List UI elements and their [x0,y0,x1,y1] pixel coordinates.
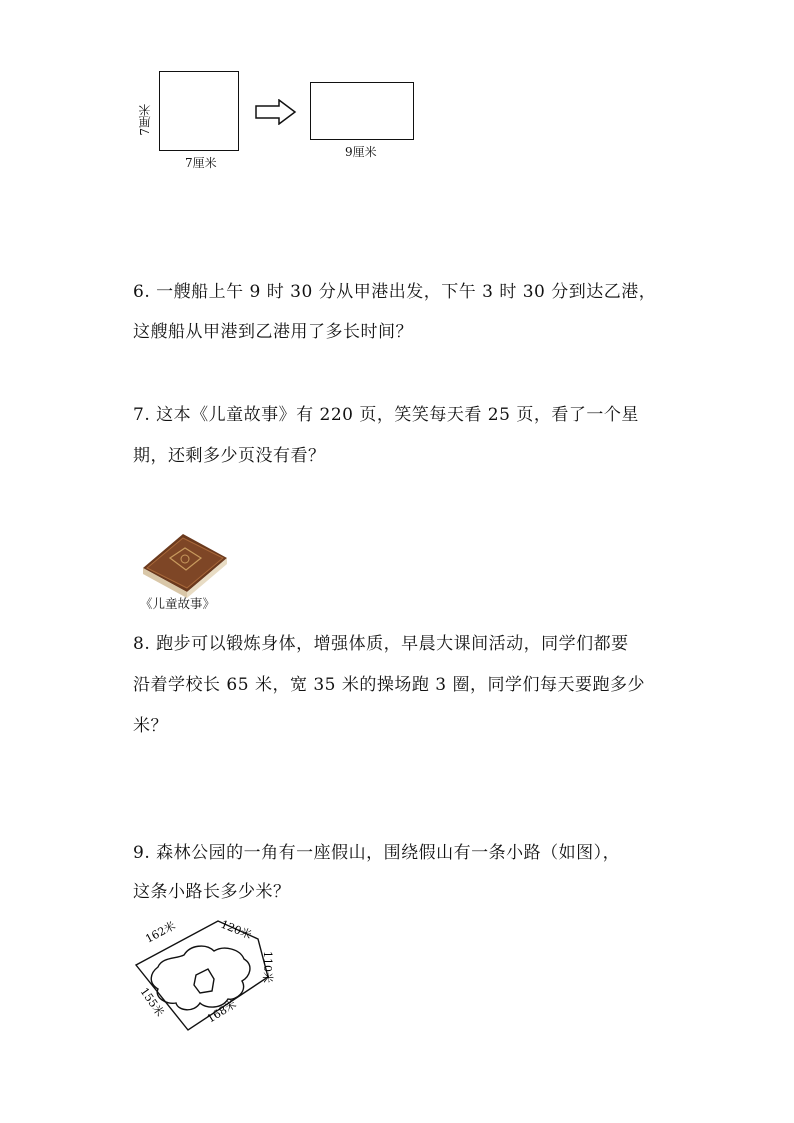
question-8-line-2: 沿着学校长 65 米，宽 35 米的操场跑 3 圈，同学们每天要跑多少 [133,675,646,695]
question-number: 8. [133,634,151,654]
book-image [135,528,230,598]
question-text: 跑步可以锻炼身体，增强体质，早晨大课间活动，同学们都要 [156,634,629,654]
question-9 [133,843,620,863]
question-7 [133,405,639,425]
square-shape [159,71,239,151]
question-6-line-2: 这艘船从甲港到乙港用了多长时间？ [133,322,413,342]
question-number: 6. [133,282,151,302]
path-label-110: 110米 [261,951,274,983]
path-label-162: 162米 [143,919,178,946]
rockery-path-figure [128,915,288,1035]
question-9-line-2: 这条小路长多少米？ [133,882,291,902]
path-label-120: 120米 [218,917,254,942]
question-text: 森林公园的一角有一座假山，围绕假山有一条小路（如图）， [156,843,621,863]
question-text: 一艘船上午 9 时 30 分从甲港出发，下午 3 时 30 分到达乙港， [156,282,657,302]
question-8-line-3: 米？ [133,716,168,736]
question-number: 9. [133,843,151,863]
rectangle-shape [310,82,414,140]
path-label-155: 155米 [137,985,167,1019]
question-number: 7. [133,405,151,425]
path-label-168: 168米 [204,997,239,1026]
rectangle-bottom-label: 9厘米 [345,145,377,159]
square-side-label: 7厘米 [138,104,152,136]
question-text: 这本《儿童故事》有 220 页，笑笑每天看 25 页，看了一个星 [156,405,639,425]
square-bottom-label: 7厘米 [185,156,217,170]
question-7-line-2: 期，还剩多少页没有看？ [133,446,326,466]
question-8 [133,634,629,654]
book-caption: 《儿童故事》 [140,596,216,611]
question-6 [133,282,656,302]
right-arrow-icon [255,99,297,125]
